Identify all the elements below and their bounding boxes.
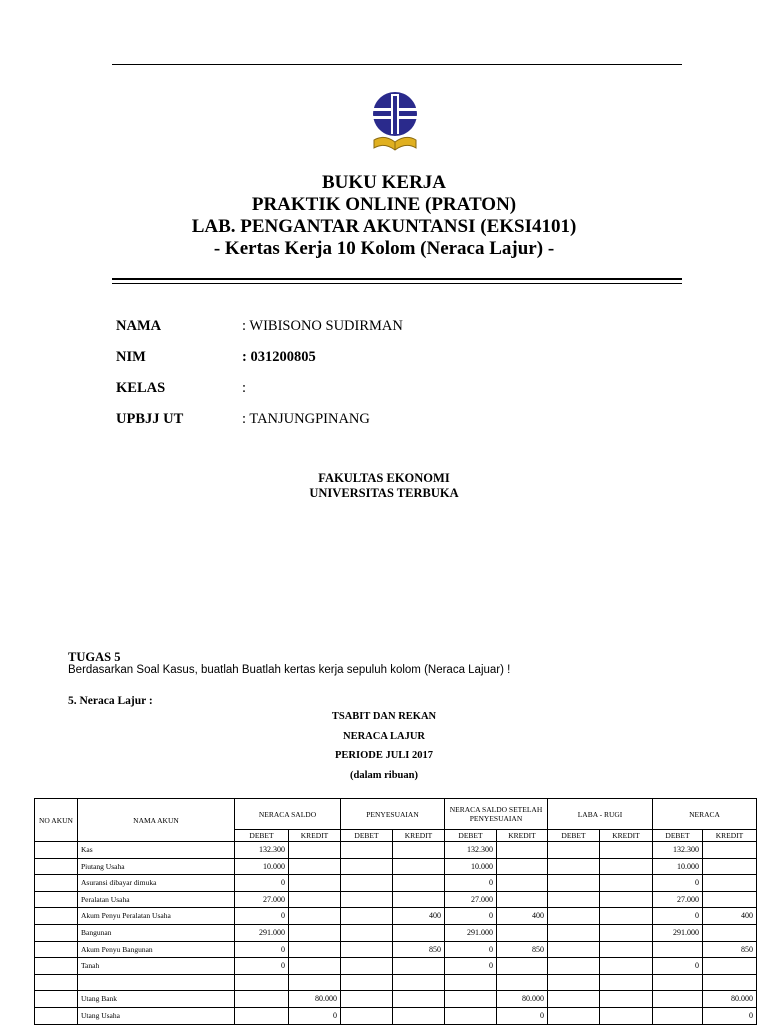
double-rule xyxy=(112,278,682,284)
kredit-header: KREDIT xyxy=(497,830,548,842)
account-name-cell: Akum Penyu Bangunan xyxy=(78,941,235,958)
amount-cell xyxy=(497,924,548,941)
amount-cell xyxy=(289,974,341,991)
amount-cell xyxy=(235,991,289,1008)
amount-cell: 0 xyxy=(289,1007,341,1024)
group-header: PENYESUAIAN xyxy=(341,799,445,830)
amount-cell xyxy=(600,941,653,958)
amount-cell: 0 xyxy=(445,958,497,975)
table-row xyxy=(35,958,757,975)
amount-cell xyxy=(600,858,653,875)
amount-cell: 10.000 xyxy=(653,858,703,875)
amount-cell xyxy=(393,875,445,892)
amount-cell xyxy=(445,1007,497,1024)
account-number-cell xyxy=(35,958,78,975)
amount-cell xyxy=(341,1007,393,1024)
kredit-header: KREDIT xyxy=(703,830,757,842)
task-instruction: Berdasarkan Soal Kasus, buatlah Buatlah kertas kerja sepuluh kolom (Neraca Lajuar) ! xyxy=(68,664,511,676)
account-name-cell: Akum Penyu Peralatan Usaha xyxy=(78,908,235,925)
amount-cell xyxy=(393,842,445,859)
amount-cell xyxy=(341,875,393,892)
amount-cell xyxy=(703,858,757,875)
amount-cell xyxy=(235,1007,289,1024)
account-name-cell: Tanah xyxy=(78,958,235,975)
amount-cell xyxy=(289,858,341,875)
nama-value: : WIBISONO SUDIRMAN xyxy=(242,318,403,334)
group-header: NERACA SALDO SETELAH PENYESUAIAN xyxy=(445,799,548,830)
amount-cell xyxy=(497,875,548,892)
amount-cell: 400 xyxy=(497,908,548,925)
account-name-cell xyxy=(78,974,235,991)
group-header: LABA - RUGI xyxy=(548,799,653,830)
account-number-cell xyxy=(35,924,78,941)
amount-cell: 0 xyxy=(445,908,497,925)
top-rule xyxy=(112,64,682,65)
amount-cell xyxy=(600,958,653,975)
amount-cell xyxy=(341,924,393,941)
amount-cell xyxy=(548,958,600,975)
amount-cell xyxy=(703,875,757,892)
account-number-cell xyxy=(35,842,78,859)
header-row-groups xyxy=(35,799,757,830)
amount-cell xyxy=(497,858,548,875)
amount-cell: 0 xyxy=(445,875,497,892)
amount-cell: 132.300 xyxy=(653,842,703,859)
amount-cell xyxy=(548,974,600,991)
worksheet-body xyxy=(35,842,757,1025)
amount-cell xyxy=(653,941,703,958)
account-number-cell xyxy=(35,991,78,1008)
company-name: TSABIT DAN REKAN xyxy=(331,711,437,722)
amount-cell xyxy=(289,891,341,908)
nim-row xyxy=(116,349,676,380)
amount-cell: 0 xyxy=(653,875,703,892)
amount-cell xyxy=(600,1007,653,1024)
faculty-name: FAKULTAS EKONOMI xyxy=(318,471,450,485)
upbjj-value: : TANJUNGPINANG xyxy=(242,411,370,427)
amount-cell xyxy=(703,924,757,941)
amount-cell xyxy=(445,991,497,1008)
amount-cell xyxy=(393,924,445,941)
nim-label: NIM xyxy=(116,349,146,365)
worksheet-table xyxy=(34,798,757,1025)
amount-cell xyxy=(548,991,600,1008)
title-line-2: PRAKTIK ONLINE (PRATON) xyxy=(251,194,517,215)
account-number-cell xyxy=(35,858,78,875)
account-number-cell xyxy=(35,891,78,908)
amount-cell xyxy=(703,891,757,908)
amount-cell: 400 xyxy=(393,908,445,925)
amount-cell: 132.300 xyxy=(445,842,497,859)
table-row xyxy=(35,991,757,1008)
amount-cell xyxy=(548,875,600,892)
kelas-label: KELAS xyxy=(116,380,166,396)
amount-cell: 0 xyxy=(235,875,289,892)
account-name-cell: Asuransi dibayar dimuka xyxy=(78,875,235,892)
amount-cell: 80.000 xyxy=(497,991,548,1008)
debet-header: DEBET xyxy=(341,830,393,842)
amount-cell xyxy=(703,974,757,991)
amount-cell xyxy=(289,924,341,941)
amount-cell xyxy=(703,958,757,975)
amount-cell xyxy=(600,991,653,1008)
table-row xyxy=(35,908,757,925)
cover-title xyxy=(0,172,768,260)
table-row xyxy=(35,941,757,958)
table-row xyxy=(35,974,757,991)
account-name-cell: Bangunan xyxy=(78,924,235,941)
table-row xyxy=(35,891,757,908)
amount-cell xyxy=(393,958,445,975)
amount-cell xyxy=(497,842,548,859)
nama-row xyxy=(116,318,676,349)
table-row xyxy=(35,1007,757,1024)
amount-cell xyxy=(653,991,703,1008)
university-logo-icon xyxy=(368,90,422,156)
amount-cell: 0 xyxy=(235,941,289,958)
debet-header: DEBET xyxy=(548,830,600,842)
account-name-cell: Utang Bank xyxy=(78,991,235,1008)
upbjj-row xyxy=(116,411,676,442)
amount-cell xyxy=(341,842,393,859)
nama-akun-header: NAMA AKUN xyxy=(78,799,235,842)
amount-cell xyxy=(548,908,600,925)
amount-cell xyxy=(600,842,653,859)
amount-cell xyxy=(393,858,445,875)
amount-cell xyxy=(393,891,445,908)
amount-cell xyxy=(445,974,497,991)
amount-cell xyxy=(341,858,393,875)
amount-cell: 291.000 xyxy=(235,924,289,941)
task-title: TUGAS 5 xyxy=(68,650,121,664)
amount-cell xyxy=(548,1007,600,1024)
amount-cell xyxy=(653,974,703,991)
amount-cell xyxy=(497,974,548,991)
group-header: NERACA xyxy=(653,799,757,830)
amount-cell xyxy=(548,941,600,958)
amount-cell xyxy=(289,875,341,892)
student-info xyxy=(116,318,676,442)
amount-cell xyxy=(289,958,341,975)
amount-cell xyxy=(600,875,653,892)
worksheet-heading xyxy=(0,707,768,785)
amount-cell: 850 xyxy=(703,941,757,958)
amount-cell: 0 xyxy=(653,908,703,925)
account-number-cell xyxy=(35,875,78,892)
worksheet-unit: (dalam ribuan) xyxy=(350,769,418,781)
worksheet-period: PERIODE JULI 2017 xyxy=(334,750,433,761)
amount-cell xyxy=(600,924,653,941)
table-row xyxy=(35,842,757,859)
account-number-cell xyxy=(35,974,78,991)
amount-cell: 850 xyxy=(497,941,548,958)
table-row xyxy=(35,924,757,941)
amount-cell: 291.000 xyxy=(445,924,497,941)
university-name: UNIVERSITAS TERBUKA xyxy=(309,486,459,500)
nama-label: NAMA xyxy=(116,318,162,334)
account-name-cell: Peralatan Usaha xyxy=(78,891,235,908)
account-number-cell xyxy=(35,908,78,925)
account-name-cell: Piutang Usaha xyxy=(78,858,235,875)
amount-cell xyxy=(341,974,393,991)
amount-cell: 0 xyxy=(235,958,289,975)
amount-cell xyxy=(548,858,600,875)
kelas-value: : xyxy=(242,380,247,396)
faculty-block xyxy=(0,471,768,501)
amount-cell xyxy=(548,842,600,859)
amount-cell xyxy=(600,974,653,991)
amount-cell: 0 xyxy=(445,941,497,958)
nim-value: : 031200805 xyxy=(242,349,316,365)
amount-cell: 0 xyxy=(235,908,289,925)
amount-cell: 27.000 xyxy=(653,891,703,908)
amount-cell: 132.300 xyxy=(235,842,289,859)
amount-cell xyxy=(341,891,393,908)
worksheet-title: NERACA LAJUR xyxy=(343,730,425,742)
kelas-row xyxy=(116,380,676,411)
amount-cell: 80.000 xyxy=(289,991,341,1008)
kredit-header: KREDIT xyxy=(289,830,341,842)
amount-cell xyxy=(548,924,600,941)
kredit-header: KREDIT xyxy=(393,830,445,842)
amount-cell xyxy=(341,991,393,1008)
debet-header: DEBET xyxy=(653,830,703,842)
amount-cell xyxy=(341,908,393,925)
amount-cell: 400 xyxy=(703,908,757,925)
amount-cell xyxy=(235,974,289,991)
amount-cell xyxy=(289,941,341,958)
amount-cell: 291.000 xyxy=(653,924,703,941)
amount-cell xyxy=(548,891,600,908)
amount-cell xyxy=(289,842,341,859)
amount-cell: 10.000 xyxy=(235,858,289,875)
kredit-header: KREDIT xyxy=(600,830,653,842)
amount-cell xyxy=(600,908,653,925)
account-name-cell: Kas xyxy=(78,842,235,859)
upbjj-label: UPBJJ UT xyxy=(116,411,184,427)
amount-cell xyxy=(600,891,653,908)
amount-cell xyxy=(497,958,548,975)
amount-cell: 27.000 xyxy=(445,891,497,908)
no-akun-header: NO AKUN xyxy=(35,799,78,842)
debet-header: DEBET xyxy=(235,830,289,842)
amount-cell xyxy=(289,908,341,925)
debet-header: DEBET xyxy=(445,830,497,842)
amount-cell xyxy=(393,991,445,1008)
amount-cell xyxy=(393,1007,445,1024)
account-name-cell: Utang Usaha xyxy=(78,1007,235,1024)
amount-cell xyxy=(703,842,757,859)
amount-cell xyxy=(653,1007,703,1024)
amount-cell xyxy=(497,891,548,908)
amount-cell xyxy=(341,941,393,958)
title-line-4: - Kertas Kerja 10 Kolom (Neraca Lajur) - xyxy=(213,238,555,259)
amount-cell: 0 xyxy=(497,1007,548,1024)
amount-cell: 850 xyxy=(393,941,445,958)
section-title: 5. Neraca Lajur : xyxy=(68,695,153,707)
amount-cell: 0 xyxy=(653,958,703,975)
group-header: NERACA SALDO xyxy=(235,799,341,830)
title-line-1: BUKU KERJA xyxy=(321,172,447,193)
table-row xyxy=(35,858,757,875)
amount-cell: 0 xyxy=(703,1007,757,1024)
table-row xyxy=(35,875,757,892)
amount-cell: 10.000 xyxy=(445,858,497,875)
amount-cell xyxy=(393,974,445,991)
amount-cell xyxy=(341,958,393,975)
account-number-cell xyxy=(35,941,78,958)
amount-cell: 27.000 xyxy=(235,891,289,908)
amount-cell: 80.000 xyxy=(703,991,757,1008)
account-number-cell xyxy=(35,1007,78,1024)
title-line-3: LAB. PENGANTAR AKUNTANSI (EKSI4101) xyxy=(191,216,577,237)
